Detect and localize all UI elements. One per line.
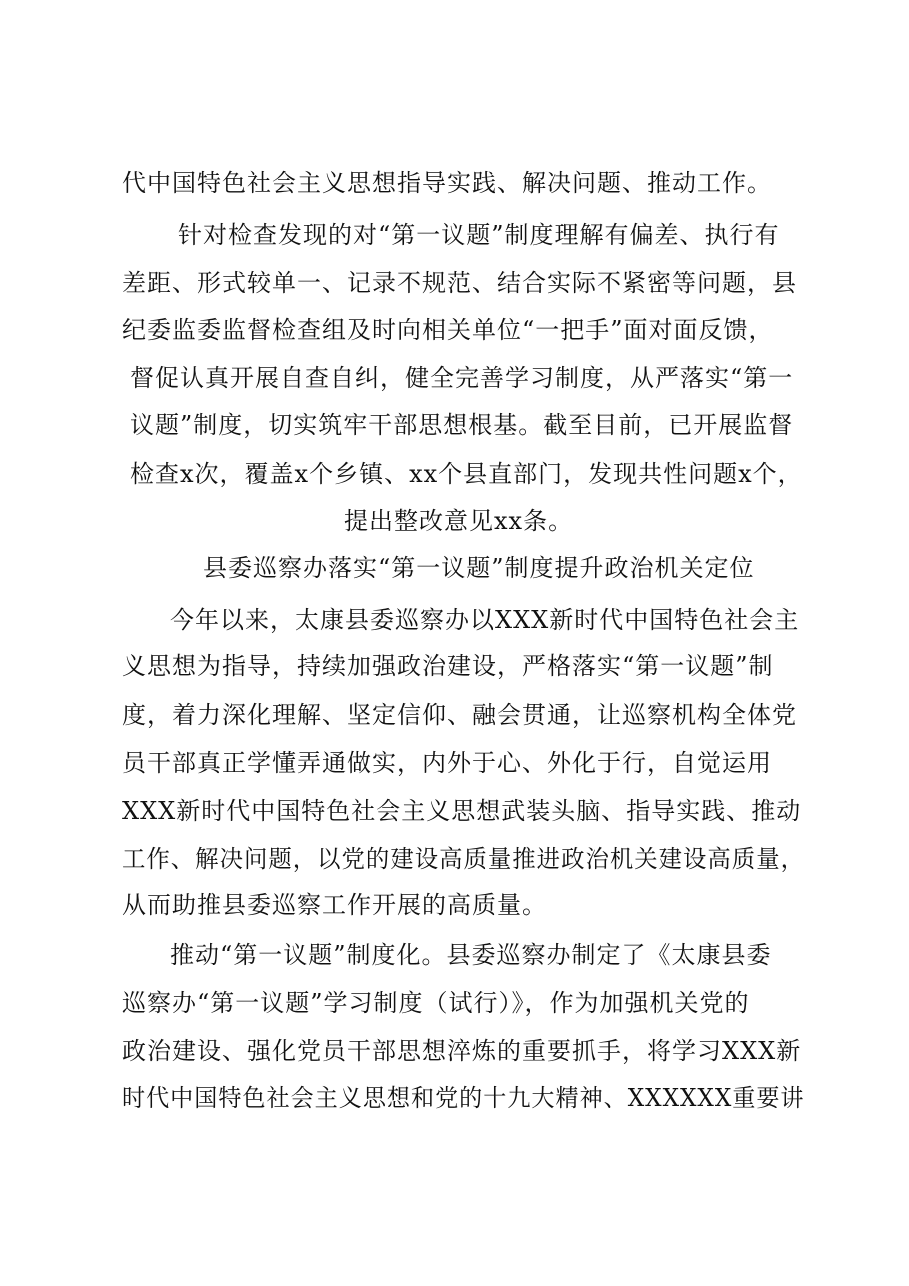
paragraph-line: 纪委监委监督检查组及时向相关单位“一把手”面对面反馈， xyxy=(122,316,774,344)
paragraph-line: 代中国特色社会主义思想指导实践、解决问题、推动工作。 xyxy=(122,169,772,197)
paragraph-line: 针对检查发现的对“第一议题”制度理解有偏差、执行有 xyxy=(178,221,780,249)
paragraph-line: XXX新时代中国特色社会主义思想武装头脑、指导实践、推动 xyxy=(122,797,802,825)
paragraph-line: 政治建设、强化党员干部思想淬炼的重要抓手，将学习XXX新 xyxy=(122,1037,802,1065)
paragraph-line: 检查x次，覆盖x个乡镇、xx个县直部门，发现共性问题x个， xyxy=(130,460,803,488)
paragraph-line: 推动“第一议题”制度化。县委巡察办制定了《太康县委 xyxy=(170,941,772,969)
paragraph-line: 时代中国特色社会主义思想和党的十九大精神、XXXXXX重要讲 xyxy=(122,1084,805,1112)
paragraph-line: 员干部真正学懂弄通做实，内外于心、外化于行，自觉运用 xyxy=(122,749,772,777)
paragraph-line: 巡察办“第一议题”学习制度（试行）》，作为加强机关党的 xyxy=(122,989,750,1017)
paragraph-line: 差距、形式较单一、记录不规范、结合实际不紧密等问题，县 xyxy=(122,269,797,297)
paragraph-line: 从而助推县委巡察工作开展的高质量。 xyxy=(122,891,547,919)
paragraph-line: 议题”制度，切实筑牢干部思想根基。截至目前，已开展监督 xyxy=(130,411,794,439)
paragraph-line: 工作、解决问题，以党的建设高质量推进政治机关建设高质量， xyxy=(122,845,805,873)
paragraph-line: 义思想为指导，持续加强政治建设，严格落实“第一议题”制 xyxy=(122,652,774,680)
paragraph-line: 督促认真开展自查自纠，健全完善学习制度，从严落实“第一 xyxy=(130,364,794,392)
paragraph-line: 今年以来，太康县委巡察办以XXX新时代中国特色社会主 xyxy=(170,606,800,634)
section-heading: 县委巡察办落实“第一议题”制度提升政治机关定位 xyxy=(203,554,755,582)
paragraph-line: 度，着力深化理解、坚定信仰、融会贯通，让巡察机构全体党 xyxy=(122,701,797,729)
paragraph-line: 提出整改意见xx条。 xyxy=(344,507,574,535)
